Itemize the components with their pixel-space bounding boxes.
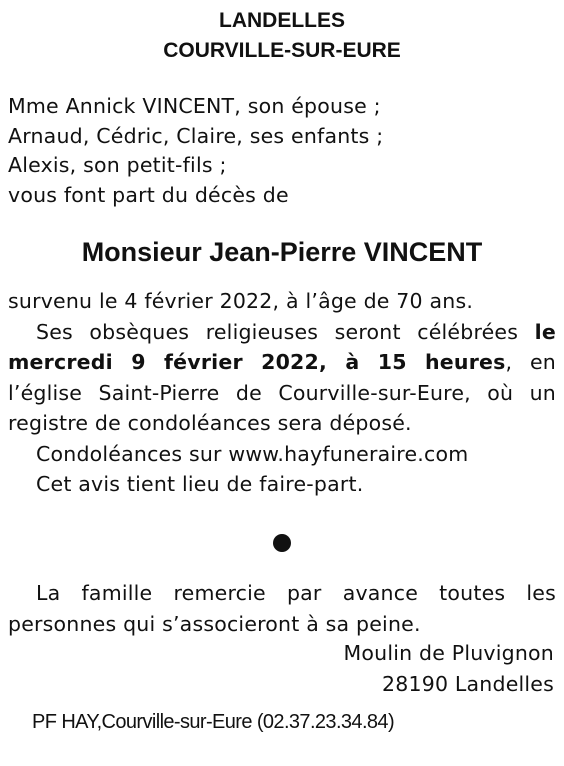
- address-line-1: Moulin de Pluvignon: [343, 641, 554, 665]
- separator-dot: [273, 534, 291, 552]
- family-line-grandchild: Alexis, son petit-fils ;: [8, 153, 227, 177]
- address-line-2: 28190 Landelles: [381, 672, 554, 696]
- thanks-text: La famille remercie par avance toutes les personnes qui s’associeront à sa peine.: [8, 581, 556, 636]
- family-line-children: Arnaud, Cédric, Claire, ses enfants ;: [8, 123, 384, 148]
- funeral-date: le mercredi 9 février 2022, à 15 heures: [8, 319, 556, 374]
- funeral-intro: Ses obsèques religieuses seront célébrées: [36, 319, 535, 344]
- family-line-spouse: Mme Annick VINCENT, son épouse ;: [8, 94, 381, 118]
- location-header: [0, 6, 564, 66]
- notice-body: [8, 286, 556, 500]
- funeral-place: , en l’église Saint-Pierre de Courville-sur-Eure, où un registre de condoléances sera déposé.: [8, 350, 556, 435]
- death-info: survenu le 4 février 2022, à l’âge de 70 ans.: [8, 289, 474, 313]
- condolences-website: Condoléances sur www.hayfuneraire.com: [36, 441, 469, 466]
- family-thanks: [8, 578, 556, 639]
- family-address: [344, 638, 554, 700]
- faire-part-notice: Cet avis tient lieu de faire-part.: [36, 472, 364, 496]
- location-line-2: COURVILLE-SUR-EURE: [163, 39, 401, 62]
- family-announcement: [8, 92, 554, 210]
- funeral-details: [8, 317, 556, 439]
- location-line-1: LANDELLES: [219, 9, 345, 32]
- deceased-name: Monsieur Jean-Pierre VINCENT: [81, 237, 483, 267]
- family-line-announcement: vous font part du décès de: [8, 182, 289, 207]
- funeral-home-footer: PF HAY,Courville-sur-Eure (02.37.23.34.84): [32, 711, 395, 733]
